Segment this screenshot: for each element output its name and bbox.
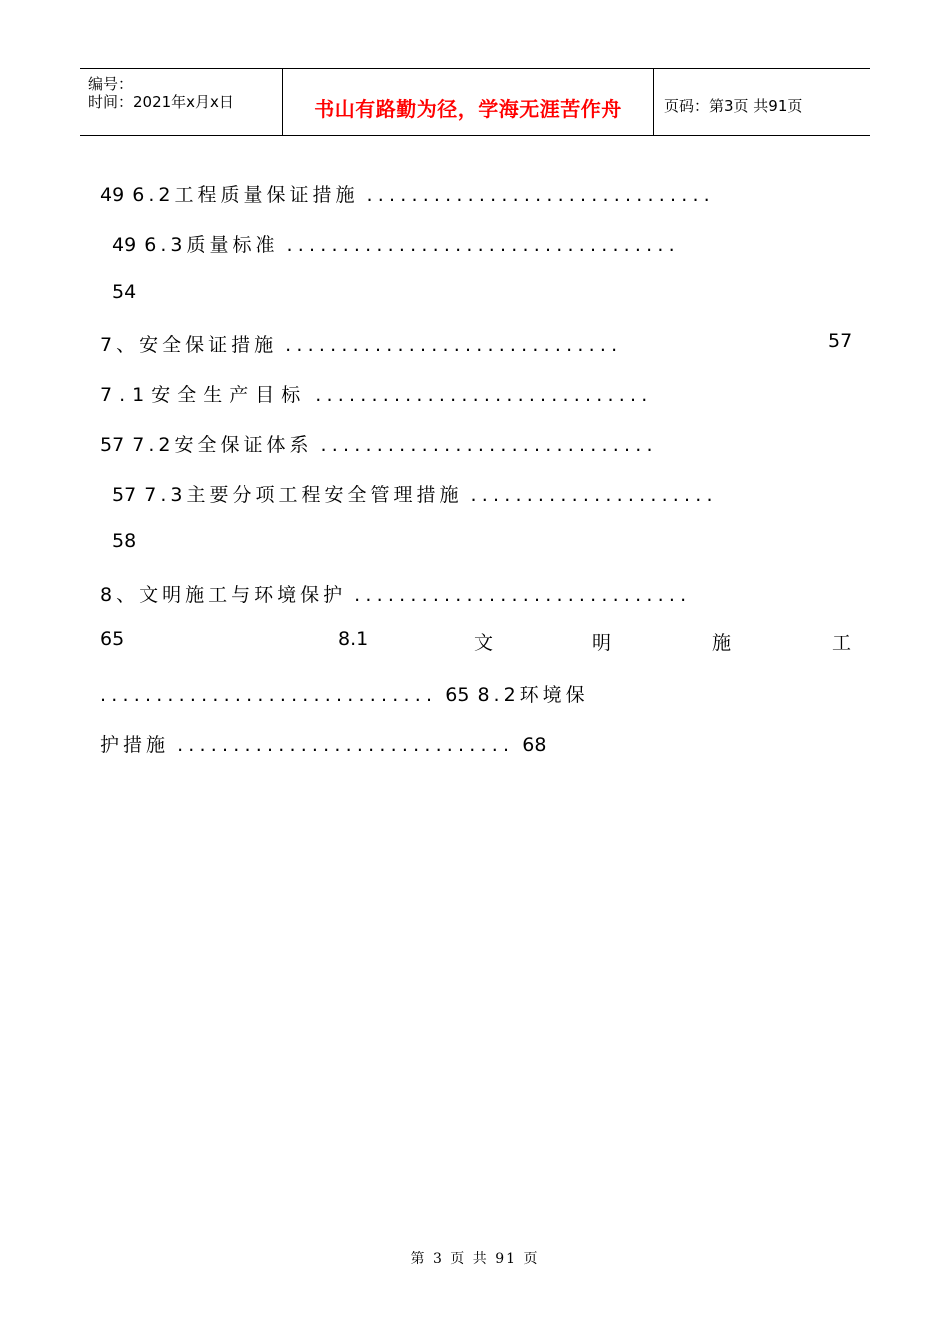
- toc-entry-title: 8、文明施工与环境保护: [100, 584, 347, 606]
- toc-entry-title: 护措施: [100, 734, 170, 756]
- toc-page-number: 65: [445, 684, 470, 706]
- toc-entry-char: 工: [832, 632, 852, 654]
- toc-entry-title: 6.3质量标准: [144, 234, 279, 256]
- toc-line: [100, 628, 852, 654]
- toc-line: [112, 530, 136, 552]
- toc-leader-dots: ..............................: [100, 684, 438, 706]
- toc-page-number: 57: [828, 330, 853, 352]
- toc-entry-char: 文: [474, 632, 494, 654]
- toc-entry-title: 7.1安全生产目标: [100, 384, 308, 406]
- toc-line: [100, 380, 652, 407]
- toc-page-number: 58: [112, 530, 137, 552]
- toc-line: [112, 230, 680, 257]
- toc-line: [112, 480, 718, 507]
- toc-entry-number: 8.1: [338, 628, 369, 650]
- toc-page-number: 68: [522, 734, 547, 756]
- toc-entry-title: 7、安全保证措施: [100, 334, 278, 356]
- toc-entry-char: 明: [592, 632, 612, 654]
- toc-line: [100, 580, 691, 607]
- toc-page-number: 65: [100, 628, 125, 650]
- page-header: [80, 68, 870, 136]
- toc-entry-char: 施: [712, 632, 732, 654]
- toc-leader-dots: ..............................: [320, 434, 658, 456]
- toc-line: [100, 730, 546, 757]
- toc-page-number: 49: [100, 184, 125, 206]
- page-footer: 第 3 页 共 91 页: [410, 1251, 540, 1267]
- toc-page-number: 54: [112, 281, 137, 303]
- doc-time-label: 时间：2021年x月x日: [88, 93, 234, 111]
- toc-line: [828, 330, 852, 352]
- toc-entry-title: 6.2工程质量保证措施: [132, 184, 359, 206]
- toc-leader-dots: ..............................: [177, 734, 515, 756]
- toc-line: [100, 180, 715, 207]
- toc-entry-title: 7.3主要分项工程安全管理措施: [144, 484, 463, 506]
- doc-number-label: 编号：: [88, 75, 134, 93]
- header-right-cell: [654, 69, 870, 135]
- header-left-cell: [80, 69, 282, 135]
- toc-leader-dots: ..............................: [354, 584, 692, 606]
- toc-line: [112, 281, 136, 303]
- header-center-cell: [282, 69, 654, 135]
- toc-page-number: 57: [112, 484, 137, 506]
- toc-line: [100, 680, 589, 707]
- header-slogan: 书山有路勤为径，学海无涯苦作舟: [314, 97, 622, 121]
- toc-page-number: 57: [100, 434, 125, 456]
- toc-line: [100, 330, 622, 357]
- toc-entry-title: 8.2环境保: [477, 684, 589, 706]
- header-page-info: 页码：第3页 共91页: [664, 97, 803, 115]
- toc-leader-dots: ...................................: [286, 234, 680, 256]
- toc-leader-dots: ...............................: [366, 184, 715, 206]
- toc-page-number: 49: [112, 234, 137, 256]
- toc-leader-dots: ......................: [470, 484, 718, 506]
- toc-leader-dots: ..............................: [315, 384, 653, 406]
- toc-leader-dots: ..............................: [285, 334, 623, 356]
- toc-line: [100, 430, 658, 457]
- toc-entry-title: 7.2安全保证体系: [132, 434, 313, 456]
